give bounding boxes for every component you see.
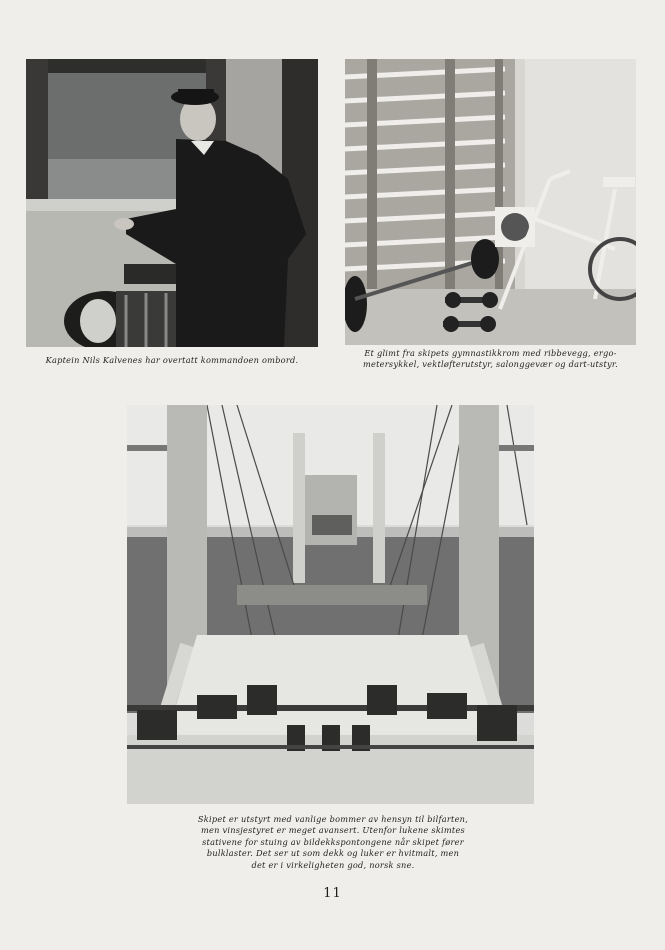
deck-caption-line-5: det er i virkeligheten god, norsk sne. — [251, 859, 415, 870]
gym-caption-line-2: metersykkel, vektløfterutstyr, salonggevær og dart-utstyr. — [362, 359, 619, 370]
captain-caption-text: Kaptein Nils Kalvenes har overtatt kommandoen ombord. — [45, 355, 299, 365]
deck-caption-line-1: Skipet er utstyrt med vanlige bommer av hensyn til bilfarten, — [197, 814, 469, 824]
deck-caption-line-2: men vinsjestyret er meget avansert. Utenfor lukene skimtes — [200, 825, 465, 836]
page-number: 11 — [323, 886, 342, 901]
captain-photo-caption — [26, 355, 318, 366]
captain-photo — [26, 59, 318, 347]
gym-photo — [345, 59, 636, 345]
gym-photo-caption — [345, 348, 636, 371]
ship-deck-photo-caption — [188, 814, 478, 871]
deck-caption-line-3: stativene for stuing av bildekkspontongene når skipet fører — [202, 836, 464, 847]
gym-caption-line-1: Et glimt fra skipets gymnastikkrom med ribbevegg, ergo- — [364, 348, 617, 358]
deck-caption-line-4: bulklaster. Det ser ut som dekk og luker er hvitmalt, men — [206, 848, 460, 859]
ship-deck-photo — [127, 405, 534, 804]
